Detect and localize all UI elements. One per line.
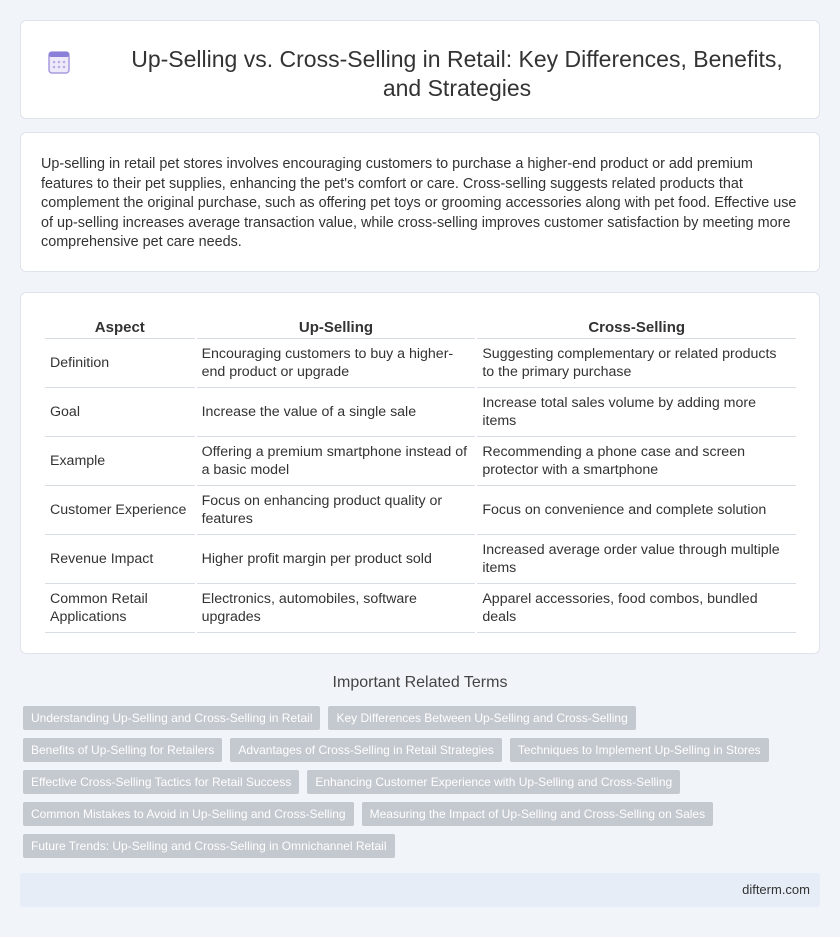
comparison-table-card [20,292,820,654]
table-row [45,486,796,535]
table-cell: Customer Experience [45,486,195,535]
related-term-link[interactable]: Effective Cross-Selling Tactics for Retail Success [23,770,299,794]
table-cell: Goal [45,388,195,437]
table-cell: Electronics, automobiles, software upgrades [197,584,476,633]
table-cell: Encouraging customers to buy a higher-end product or upgrade [197,339,476,388]
table-cell: Example [45,437,195,486]
related-term-link[interactable]: Key Differences Between Up-Selling and Cross-Selling [328,706,635,730]
intro-card [20,132,820,272]
related-term-link[interactable]: Future Trends: Up-Selling and Cross-Selling in Omnichannel Retail [23,834,395,858]
related-terms-list [23,706,813,866]
footer [20,873,820,907]
table-cell: Apparel accessories, food combos, bundled deals [477,584,796,633]
table-cell: Recommending a phone case and screen protector with a smartphone [477,437,796,486]
related-terms-title: Important Related Terms [332,674,508,691]
table-row [45,584,796,633]
table-cell: Increase the value of a single sale [197,388,476,437]
related-term-link[interactable]: Understanding Up-Selling and Cross-Selling in Retail [23,706,320,730]
table-row [45,437,796,486]
footer-site-name[interactable]: difterm.com [742,882,810,897]
comparison-table [43,313,798,633]
page-title: Up-Selling vs. Cross-Selling in Retail: Key Differences, Benefits, and Strategies [131,46,783,101]
related-term-link[interactable]: Techniques to Implement Up-Selling in Stores [510,738,769,762]
table-cell: Revenue Impact [45,535,195,584]
table-cell: Offering a premium smartphone instead of a basic model [197,437,476,486]
table-cell: Common Retail Applications [45,584,195,633]
related-term-link[interactable]: Benefits of Up-Selling for Retailers [23,738,222,762]
table-cell: Definition [45,339,195,388]
related-term-link[interactable]: Common Mistakes to Avoid in Up-Selling and Cross-Selling [23,802,354,826]
table-cell: Focus on enhancing product quality or features [197,486,476,535]
table-row [45,339,796,388]
table-row [45,535,796,584]
column-header: Cross-Selling [477,313,796,339]
table-cell: Increase total sales volume by adding more items [477,388,796,437]
table-cell: Suggesting complementary or related products to the primary purchase [477,339,796,388]
table-cell: Focus on convenience and complete solution [477,486,796,535]
table-cell: Higher profit margin per product sold [197,535,476,584]
table-cell: Increased average order value through multiple items [477,535,796,584]
column-header: Aspect [45,313,195,339]
related-term-link[interactable]: Measuring the Impact of Up-Selling and Cross-Selling on Sales [362,802,714,826]
table-header-row [45,313,796,339]
table-row [45,388,796,437]
header-card [20,20,820,119]
column-header: Up-Selling [197,313,476,339]
related-term-link[interactable]: Advantages of Cross-Selling in Retail Strategies [230,738,501,762]
related-term-link[interactable]: Enhancing Customer Experience with Up-Selling and Cross-Selling [307,770,680,794]
intro-paragraph: Up-selling in retail pet stores involves encouraging customers to purchase a higher-end product or add premium features to their pet supplies, enhancing the pet's comfort or care. Cross-selling suggests related products that complement the original purchase, such as offering pet toys or grooming accessories along with pet food. Effective use of up-selling increases average transaction value, while cross-selling improves customer satisfaction by meeting more comprehensive pet care needs. [41,156,797,251]
